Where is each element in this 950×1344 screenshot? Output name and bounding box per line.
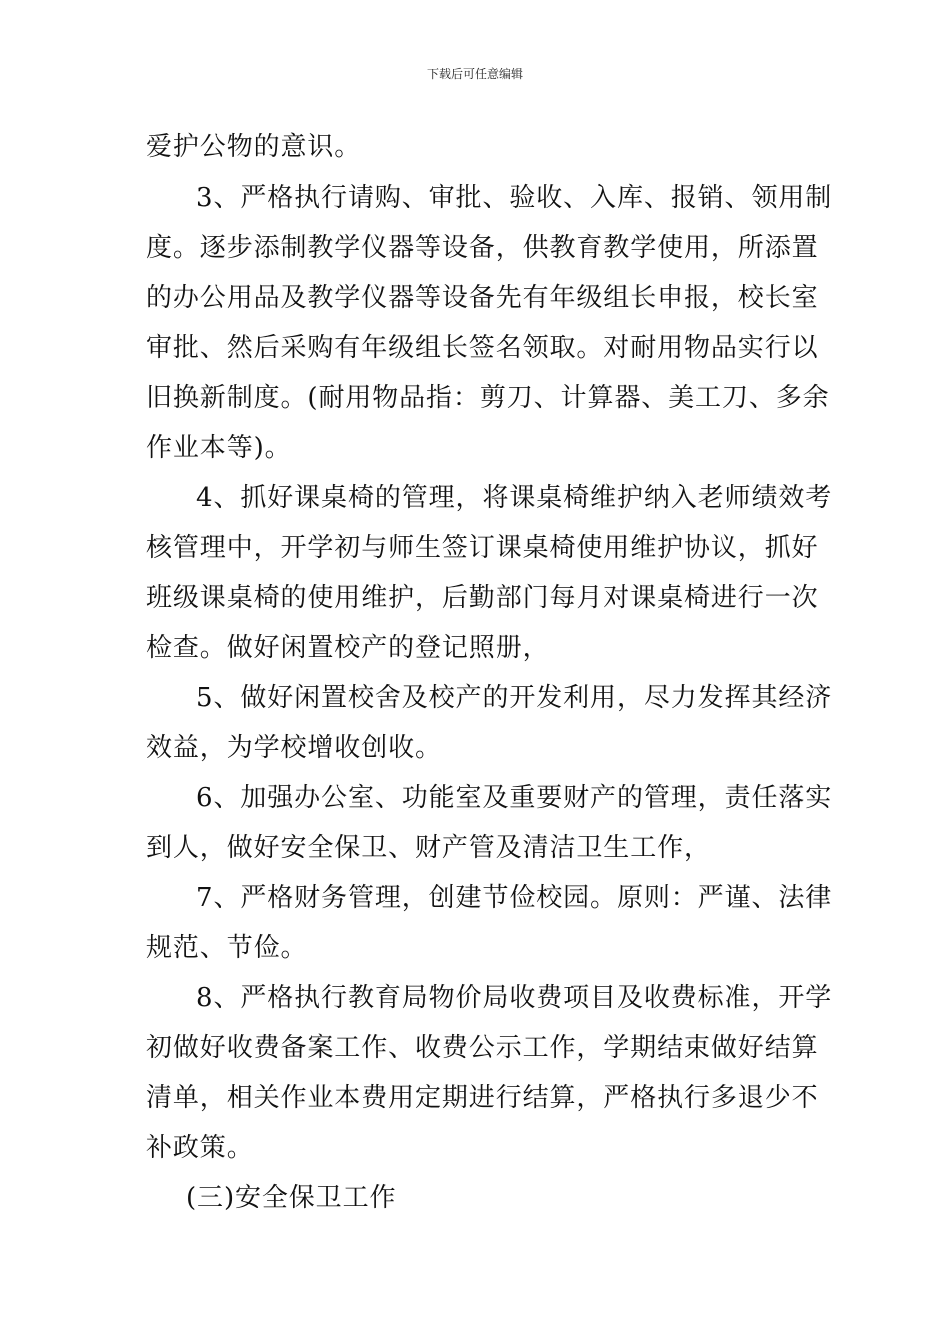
- text-line: 旧换新制度。(耐用物品指：剪刀、计算器、美工刀、多余: [146, 383, 830, 413]
- text-line: 4、抓好课桌椅的管理，将课桌椅维护纳入老师绩效考: [196, 483, 833, 513]
- text-line: 8、严格执行教育局物价局收费项目及收费标准，开学: [196, 983, 833, 1013]
- text-line: 清单，相关作业本费用定期进行结算，严格执行多退少不: [146, 1083, 819, 1113]
- text-line: 规范、节俭。: [146, 933, 308, 963]
- text-line: 检查。做好闲置校产的登记照册，: [146, 633, 550, 663]
- text-line: 审批、然后采购有年级组长签名领取。对耐用物品实行以: [146, 333, 819, 363]
- text-line: 3、严格执行请购、审批、验收、入库、报销、领用制: [196, 183, 833, 213]
- text-line: 效益，为学校增收创收。: [146, 733, 442, 763]
- text-line: 补政策。: [146, 1133, 254, 1163]
- page-header-note: 下载后可任意编辑: [426, 67, 523, 81]
- text-line: 核管理中，开学初与师生签订课桌椅使用维护协议，抓好: [146, 533, 819, 563]
- text-line: 爱护公物的意识。: [146, 132, 362, 162]
- text-line: 7、严格财务管理，创建节俭校园。原则：严谨、法律: [196, 883, 833, 913]
- text-line: 6、加强办公室、功能室及重要财产的管理，责任落实: [196, 783, 833, 813]
- section-heading: (三)安全保卫工作: [186, 1183, 397, 1213]
- text-line: 到人，做好安全保卫、财产管及清洁卫生工作，: [146, 833, 711, 863]
- text-line: 的办公用品及教学仪器等设备先有年级组长申报，校长室: [146, 283, 819, 313]
- text-line: 初做好收费备案工作、收费公示工作，学期结束做好结算: [146, 1033, 819, 1063]
- text-line: 班级课桌椅的使用维护，后勤部门每月对课桌椅进行一次: [146, 583, 819, 613]
- text-line: 度。逐步添制教学仪器等设备，供教育教学使用，所添置: [146, 233, 819, 263]
- text-line: 作业本等)。: [146, 433, 292, 463]
- text-line: 5、做好闲置校舍及校产的开发利用，尽力发挥其经济: [196, 683, 833, 713]
